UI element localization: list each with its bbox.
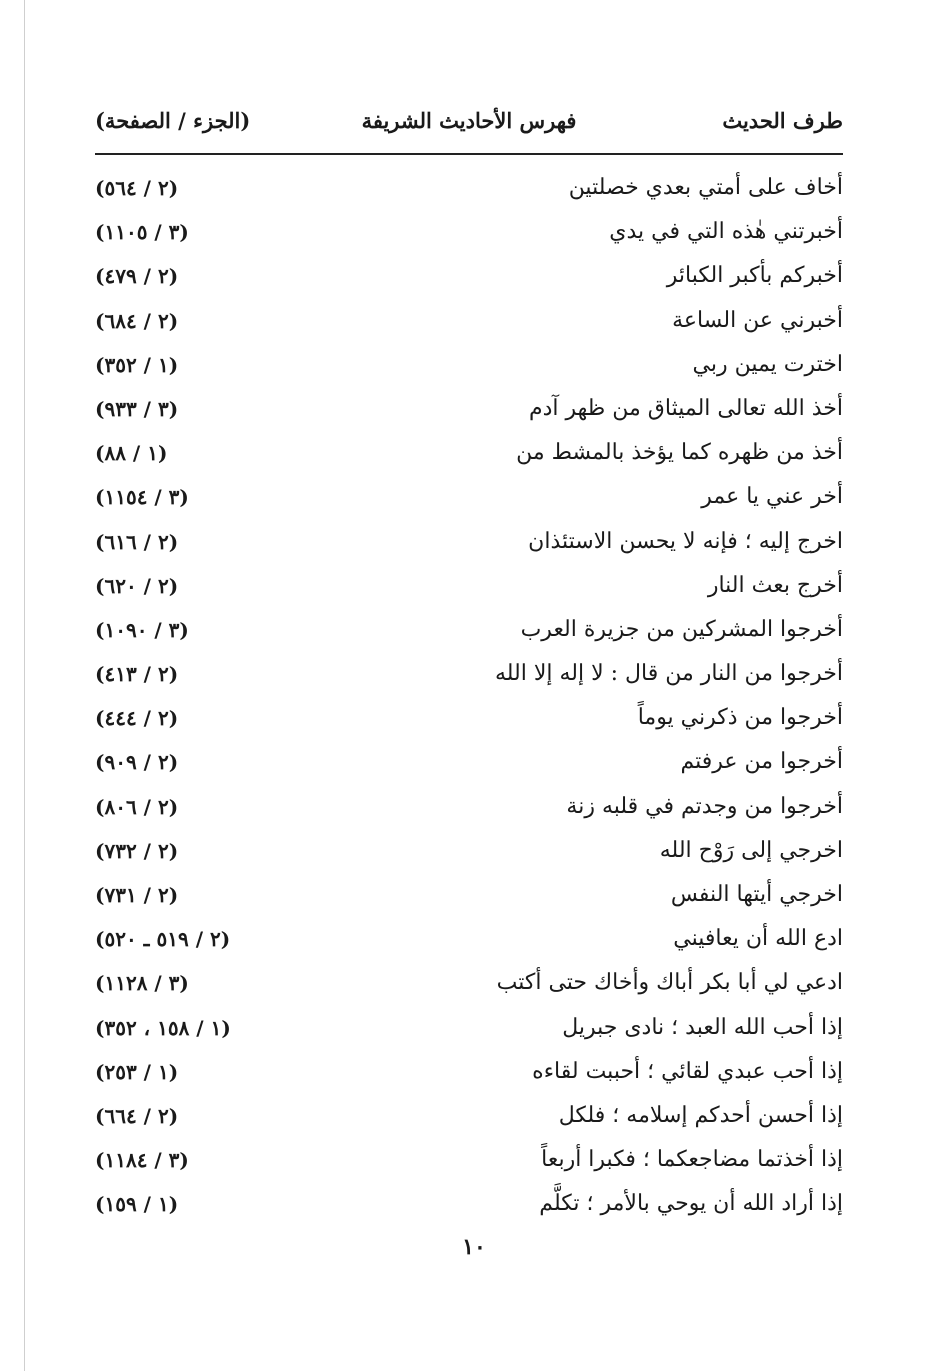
header-index-title: فهرس الأحاديث الشريفة (361, 108, 577, 133)
index-entry (95, 652, 843, 696)
index-entry (95, 829, 843, 873)
hadith-opening-text: اخرج إليه ؛ فإنه لا يحسن الاستئذان (528, 528, 843, 554)
header-reference-column-title: (الجزء / الصفحة) (95, 108, 251, 133)
volume-page-reference: (٢ / ٥١٩ ـ ٥٢٠) (95, 927, 231, 952)
index-entry (95, 785, 843, 829)
volume-page-reference: (٢ / ٤١٣) (95, 662, 179, 687)
index-entry (95, 696, 843, 740)
volume-page-reference: (٣ / ١١٨٤) (95, 1148, 189, 1173)
header-rule (95, 153, 843, 155)
hadith-opening-text: أخرجوا من ذكرني يوماً (637, 705, 843, 731)
index-entry (95, 1182, 843, 1226)
index-entry (95, 431, 843, 475)
volume-page-reference: (٢ / ٤٧٩) (95, 264, 179, 289)
hadith-opening-text: أخاف على أمتي بعدي خصلتين (568, 175, 843, 200)
index-entry (95, 210, 843, 254)
page-edge-line (24, 0, 25, 1371)
volume-page-reference: (١ / ١٥٩) (95, 1192, 179, 1217)
volume-page-reference: (٢ / ٧٣١) (95, 883, 179, 907)
index-entry (95, 917, 843, 961)
index-entry (95, 166, 843, 210)
volume-page-reference: (٣ / ٩٣٣) (95, 396, 179, 421)
volume-page-reference: (٢ / ٨٠٦) (95, 794, 179, 819)
volume-page-reference: (٢ / ٤٤٤) (95, 706, 179, 731)
volume-page-reference: (٣ / ١٠٩٠) (95, 617, 189, 642)
volume-page-reference: (٣ / ١١٢٨) (95, 971, 189, 996)
hadith-opening-text: أخرجوا من وجدتم في قلبه زنة (566, 793, 843, 819)
hadith-opening-text: أخبركم بأكبر الكبائر (666, 263, 843, 289)
index-entry (95, 740, 843, 784)
index-entry (95, 387, 843, 431)
volume-page-reference: (١ / ٣٥٢) (95, 352, 179, 377)
hadith-opening-text: ادعي لي أبا بكر أباك وأخاك حتى أكتب (496, 970, 843, 996)
index-entry (95, 475, 843, 519)
volume-page-reference: (٢ / ٩٠٩) (95, 750, 179, 775)
volume-page-reference: (١ / ٢٥٣) (95, 1059, 179, 1084)
volume-page-reference: (٢ / ٦٨٤) (95, 308, 179, 333)
hadith-opening-text: اخرجي أيتها النفس (670, 882, 843, 907)
hadith-opening-text: اخترت يمين ربي (692, 351, 843, 377)
hadith-opening-text: إذا أحسن أحدكم إسلامه ؛ فلكل (558, 1102, 843, 1128)
index-entry (95, 1050, 843, 1094)
index-entry (95, 873, 843, 917)
index-entry (95, 1006, 843, 1050)
index-entry (95, 961, 843, 1005)
hadith-opening-text: أخبرتني هٰذه التي في يدي (609, 219, 843, 245)
index-entry (95, 299, 843, 343)
index-entry (95, 343, 843, 387)
hadith-opening-text: اخرجي إلى رَوْح الله (659, 837, 843, 863)
hadith-opening-text: أخرجوا المشركين من جزيرة العرب (520, 616, 843, 642)
volume-page-reference: (٢ / ٦١٦) (95, 529, 179, 554)
hadith-opening-text: أخذ الله تعالى الميثاق من ظهر آدم (528, 395, 843, 421)
volume-page-reference: (٢ / ٧٣٢) (95, 838, 179, 863)
hadith-opening-text: إذا أخذتما مضاجعكما ؛ فكبرا أربعاً (541, 1147, 843, 1173)
running-header (95, 108, 843, 148)
index-entry (95, 1094, 843, 1138)
index-entry (95, 1138, 843, 1182)
volume-page-reference: (٢ / ٥٦٤) (95, 176, 179, 200)
volume-page-reference: (١ / ١٥٨ ، ٣٥٢) (95, 1015, 231, 1040)
volume-page-reference: (٣ / ١١٠٥) (95, 220, 189, 245)
index-entry (95, 520, 843, 564)
hadith-opening-text: أخر عني يا عمر (701, 484, 843, 510)
volume-page-reference: (١ / ٨٨) (95, 441, 168, 466)
hadith-opening-text: أخرج بعث النار (707, 572, 843, 598)
index-entry (95, 608, 843, 652)
hadith-opening-text: أخرجوا من عرفتم (680, 749, 843, 775)
header-hadith-column-title: طرف الحديث (722, 108, 843, 133)
volume-page-reference: (٣ / ١١٥٤) (95, 485, 189, 510)
hadith-opening-text: إذا أحب الله العبد ؛ نادى جبريل (562, 1014, 843, 1040)
index-entry (95, 254, 843, 298)
hadith-opening-text: إذا أراد الله أن يوحي بالأمر ؛ تكلَّم (539, 1191, 843, 1217)
page-number: ١٠ (462, 1234, 486, 1260)
hadith-opening-text: ادع الله أن يعافيني (673, 926, 843, 952)
volume-page-reference: (٢ / ٦٢٠) (95, 573, 179, 598)
index-entry (95, 564, 843, 608)
hadith-opening-text: إذا أحب عبدي لقائي ؛ أحببت لقاءه (532, 1058, 843, 1084)
hadith-index-list (95, 166, 843, 1227)
hadith-opening-text: أخرجوا من النار من قال : لا إله إلا الله (494, 661, 843, 687)
hadith-opening-text: أخذ من ظهره كما يؤخذ بالمشط من (516, 440, 843, 466)
hadith-opening-text: أخبرني عن الساعة (672, 307, 843, 333)
volume-page-reference: (٢ / ٦٦٤) (95, 1103, 179, 1128)
